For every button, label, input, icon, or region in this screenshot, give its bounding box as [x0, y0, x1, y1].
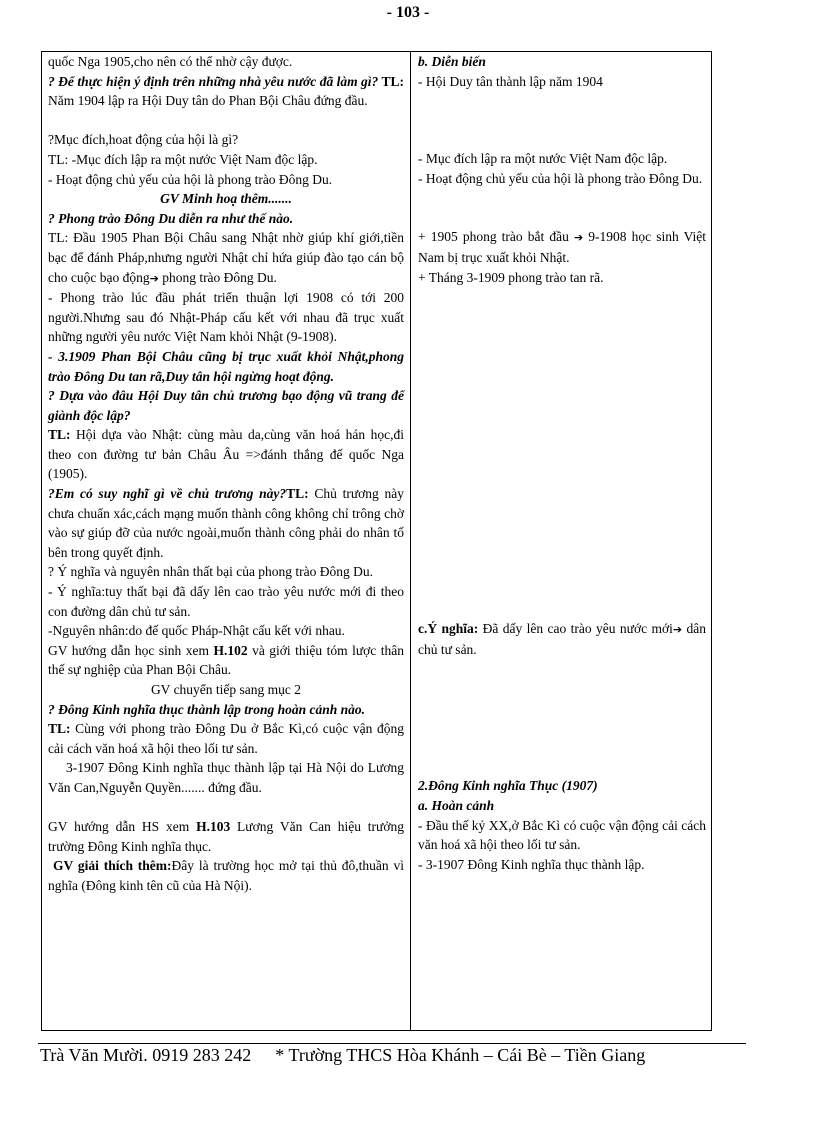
left-paragraph [48, 641, 404, 680]
question: ? Phong trào Đông Du diễn ra như thế nào. [48, 210, 294, 226]
right-text: 9-1908 học sinh Việt Nam bị trục xuất khỏi Nhật. [418, 229, 707, 265]
footer-school: * Trường THCS Hòa Khánh – Cái Bè – Tiền Giang [275, 1045, 646, 1065]
question: ? Ý nghĩa và nguyên nhân thất bại của phong trào Đông Du. [48, 564, 374, 580]
content-column [418, 52, 706, 874]
answer-text: phong trào Đông Du. [158, 269, 277, 285]
column-divider [410, 52, 411, 1030]
question: ? Dựa vào đâu Hội Duy tân chủ trương bạo động vũ trang để giành độc lập? [48, 388, 404, 423]
left-paragraph: 3-1907 Đông Kinh nghĩa thục thành lập tại Hà Nội do Lương Văn Can,Nguyễn Quyền....... đứng đầu. [48, 760, 404, 795]
section-heading: b. Diễn biến [418, 54, 486, 69]
footer-rule [38, 1043, 746, 1044]
left-paragraph [48, 719, 404, 758]
answer-label: TL: [48, 427, 71, 443]
answer-text: GV hướng dẫn HS xem [48, 819, 197, 835]
question: ? Để thực hiện ý định trên những nhà yêu nước đã làm gì? [48, 73, 379, 89]
right-paragraph [418, 227, 706, 267]
answer-text: Chủ trương này chưa chuẩn xác,cách mạng muốn thành công không chỉ trông chờ vào sự giúp đỡ của nước ngoài,muốn thành công phải do nhân tố bên trong quyết định. [48, 486, 404, 560]
right-arrow-icon: ➔ [573, 231, 584, 245]
answer-label: TL: [48, 721, 71, 737]
right-paragraph: - Mục đích lập ra một nước Việt Nam độc lập. [418, 151, 668, 167]
right-text: + 1905 phong trào bắt đầu [418, 229, 569, 245]
question: ? Đông Kinh nghĩa thục thành lập trong hoàn cảnh nào. [48, 701, 365, 717]
answer-text: Lương Văn Can hiệu trưởng trường Đông Kinh nghĩa thục. [48, 819, 405, 854]
left-paragraph [48, 425, 404, 484]
left-paragraph: - Phong trào lúc đầu phát triển thuận lợi 1908 có tới 200 người.Nhưng sau đó Nhật-Pháp cấu kết với nhau đã trục xuất những người yêu nước Việt Nam khỏi Nhật (9-1908). [48, 290, 404, 345]
right-paragraph [418, 619, 706, 659]
answer-text: TL: Đầu 1905 Phan Bội Châu sang Nhật nhờ giúp khí giới,tiền bạc để đánh Pháp,nhưng người Nhật chỉ hứa giúp đào tạo cán bộ cho cuộc bạo động [48, 230, 404, 285]
right-paragraph: - 3-1907 Đông Kinh nghĩa thục thành lập. [418, 856, 645, 872]
page-number: - 103 - [386, 4, 430, 21]
teacher-note: GV chuyển tiếp sang mục 2 [150, 682, 302, 697]
left-paragraph [48, 484, 404, 562]
left-paragraph: TL: -Mục đích lập ra một nước Việt Nam độc lập. [48, 151, 318, 167]
left-paragraph [48, 228, 404, 288]
section-heading: c.Ý nghĩa: [418, 621, 479, 637]
right-text: Đã dấy lên cao trào yêu nước mới [478, 621, 673, 637]
footer-author: Trà Văn Mười. 0919 283 242 [40, 1045, 252, 1065]
figure-reference: H.103 [196, 819, 231, 835]
answer-label: TL: [378, 73, 404, 89]
left-paragraph: quốc Nga 1905,cho nên có thể nhờ cậy được. [48, 54, 293, 69]
left-paragraph [48, 856, 404, 895]
right-text: dân chủ tư sản. [418, 621, 706, 657]
teacher-note: GV Minh hoạ thêm....... [160, 191, 292, 207]
section-heading: 2.Đông Kinh nghĩa Thục (1907) [418, 778, 598, 794]
answer-text: Đây là trường học mở tại thủ đô,thuần vì nghĩa (Đông kinh tên cũ của Hà Nội). [48, 858, 404, 893]
answer-text: và giới thiệu tóm lược thân thế sự nghiệp của Phan Bội Châu. [48, 642, 404, 678]
right-paragraph: + Tháng 3-1909 phong trào tan rã. [418, 269, 604, 285]
answer-text: Hội dựa vào Nhật: cùng màu da,cùng văn hoá hán học,đi theo con đường tư bản Châu Âu =>đánh thắng đế quốc Nga (1905). [48, 427, 404, 482]
footer [40, 1045, 760, 1066]
right-paragraph: - Hoạt động chủ yếu của hội là phong trào Đông Du. [418, 170, 703, 186]
right-paragraph: - Đầu thế kỷ XX,ở Bắc Kì có cuộc vận động cải cách văn hoá xã hội theo lối tư sản. [418, 817, 706, 853]
teacher-student-activity-column [48, 52, 404, 896]
left-paragraph [48, 72, 404, 111]
question: ?Mục đích,hoat động của hội là gì? [48, 132, 239, 148]
right-arrow-icon: ➔ [672, 623, 683, 637]
right-paragraph: - Hội Duy tân thành lập năm 1904 [418, 73, 603, 89]
answer-text: GV hướng dẫn học sinh xem [48, 642, 214, 658]
question: ?Em có suy nghĩ gì về chủ trương này? [48, 486, 287, 502]
answer-text: Năm 1904 lập ra Hội Duy tân do Phan Bội Châu đứng đầu. [48, 93, 368, 109]
left-paragraph: - 3.1909 Phan Bội Châu cũng bị trục xuất khỏi Nhật,phong trào Đông Du tan rã,Duy tân hội ngừng hoạt động. [48, 348, 404, 384]
left-paragraph: - Ý nghĩa:tuy thất bại đã dấy lên cao trào yêu nước mới đi theo con đường dân chủ tư sản. [48, 584, 404, 619]
left-paragraph [48, 817, 404, 856]
section-heading: a. Hoàn cảnh [418, 797, 495, 813]
teacher-note: GV giải thích thêm: [53, 858, 172, 874]
left-paragraph: - Hoạt động chủ yếu của hội là phong trào Đông Du. [48, 171, 333, 187]
lesson-table [41, 51, 712, 1031]
left-paragraph: -Nguyên nhân:do đế quốc Pháp-Nhật cấu kết với nhau. [48, 623, 345, 639]
answer-text: Cùng với phong trào Đông Du ở Bắc Kì,có cuộc vận động cải cách văn hoá xã hội theo lối tư sản. [48, 721, 404, 756]
answer-label: TL: [286, 486, 309, 502]
right-arrow-icon: ➔ [149, 271, 159, 285]
figure-reference: H.102 [213, 642, 248, 658]
